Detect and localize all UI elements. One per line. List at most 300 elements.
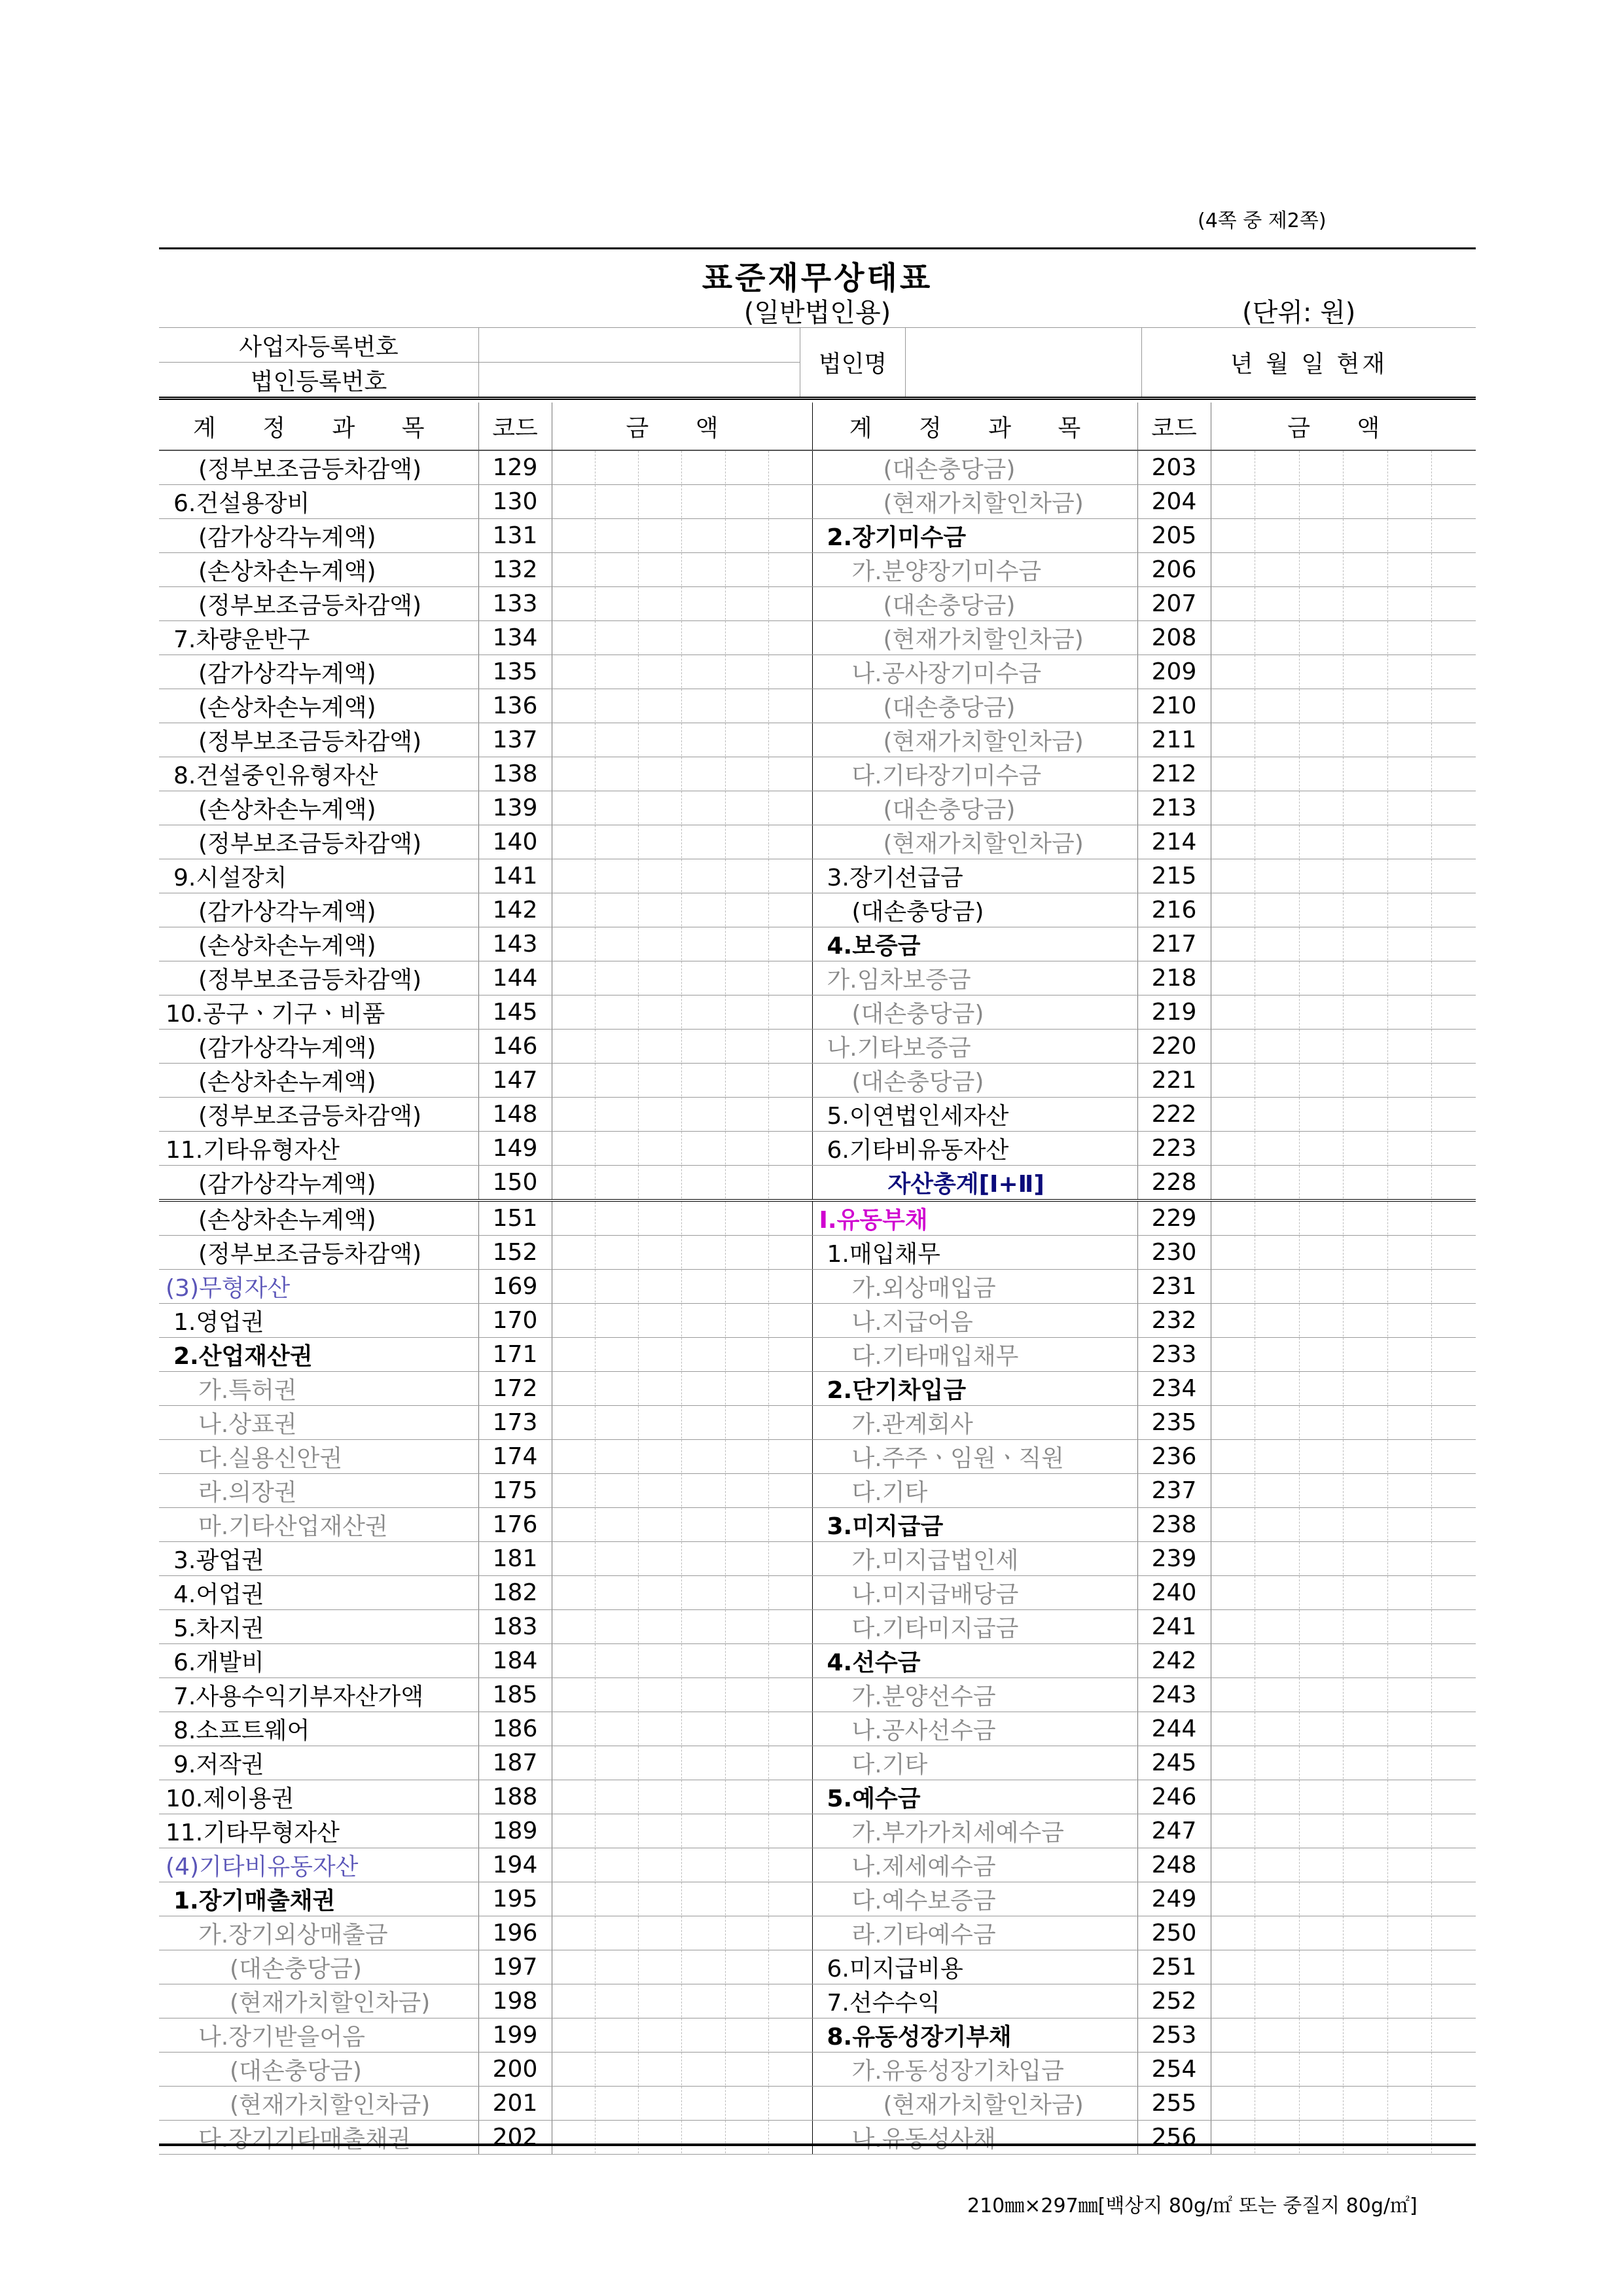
amount-field[interactable]: [552, 1746, 812, 1780]
top-rule: [159, 247, 1476, 249]
table-row: [159, 2121, 1476, 2155]
account-name: 1.장기매출채권: [159, 1882, 478, 1916]
account-code: 214: [1137, 825, 1211, 859]
amount-field[interactable]: [552, 1814, 812, 1848]
account-code: 142: [478, 893, 552, 927]
account-name: 나.공사선수금: [812, 1712, 1137, 1746]
amount-field[interactable]: [552, 2121, 812, 2155]
account-name: 라.기타예수금: [812, 1916, 1137, 1950]
account-name: 가.외상매입금: [812, 1270, 1137, 1304]
table-row: [159, 1610, 1476, 1644]
amount-field[interactable]: [1211, 893, 1476, 927]
amount-field[interactable]: [1211, 1270, 1476, 1304]
account-name: (대손충당금): [812, 689, 1137, 723]
table-row: [159, 1678, 1476, 1712]
account-code: 219: [1137, 996, 1211, 1030]
account-name: 4.선수금: [812, 1644, 1137, 1678]
amount-field[interactable]: [552, 485, 812, 519]
amount-field[interactable]: [552, 825, 812, 859]
amount-field[interactable]: [552, 723, 812, 757]
table-row: [159, 1474, 1476, 1508]
amount-field[interactable]: [1211, 1610, 1476, 1644]
account-name: 3.미지급금: [812, 1508, 1137, 1542]
amount-field[interactable]: [1211, 1372, 1476, 1406]
account-code: 208: [1137, 621, 1211, 655]
amount-field[interactable]: [1211, 825, 1476, 859]
account-name: (감가상각누계액): [159, 893, 478, 927]
amount-field[interactable]: [1211, 1576, 1476, 1610]
amount-field[interactable]: [552, 1338, 812, 1372]
table-row: [159, 1440, 1476, 1474]
account-name: 8.건설중인유형자산: [159, 757, 478, 791]
account-code: 251: [1137, 1950, 1211, 1984]
account-name: 라.의장권: [159, 1474, 478, 1508]
account-code: 176: [478, 1508, 552, 1542]
amount-field[interactable]: [552, 1678, 812, 1712]
account-code: 211: [1137, 723, 1211, 757]
account-code: 131: [478, 519, 552, 553]
unit-label: (단위: 원): [1242, 298, 1356, 328]
table-row: [159, 1916, 1476, 1950]
amount-field[interactable]: [1211, 1916, 1476, 1950]
account-name: (손상차손누계액): [159, 927, 478, 961]
amount-field[interactable]: [1211, 1848, 1476, 1882]
account-name: 5.이연법인세자산: [812, 1098, 1137, 1132]
amount-field[interactable]: [1211, 927, 1476, 961]
amount-field[interactable]: [552, 1610, 812, 1644]
table-row: [159, 1508, 1476, 1542]
table-row: [159, 1848, 1476, 1882]
account-name: 11.기타무형자산: [159, 1814, 478, 1848]
account-name: 다.실용신안권: [159, 1440, 478, 1474]
table-row: [159, 1098, 1476, 1132]
amount-field[interactable]: [1211, 1200, 1476, 1236]
account-name: 가.장기외상매출금: [159, 1916, 478, 1950]
account-code: 185: [478, 1678, 552, 1712]
amount-field[interactable]: [552, 1132, 812, 1166]
account-name: (대손충당금): [812, 450, 1137, 485]
form-subtitle: (일반법인용): [743, 298, 891, 328]
account-name: 가.미지급법인세: [812, 1542, 1137, 1576]
amount-field[interactable]: [1211, 689, 1476, 723]
account-code: 241: [1137, 1610, 1211, 1644]
account-name: (대손충당금): [812, 996, 1137, 1030]
amount-field[interactable]: [1211, 1882, 1476, 1916]
amount-field[interactable]: [552, 1984, 812, 2018]
account-code: 237: [1137, 1474, 1211, 1508]
account-name: (손상차손누계액): [159, 791, 478, 825]
table-row: [159, 757, 1476, 791]
account-code: 186: [478, 1712, 552, 1746]
amount-field[interactable]: [552, 1064, 812, 1098]
amount-header-right: 금 액: [1211, 403, 1476, 450]
account-code: 210: [1137, 689, 1211, 723]
table-row: [159, 1200, 1476, 1236]
account-code: 207: [1137, 587, 1211, 621]
account-name: 6.기타비유동자산: [812, 1132, 1137, 1166]
amount-field[interactable]: [552, 996, 812, 1030]
account-name: (손상차손누계액): [159, 553, 478, 587]
amount-field[interactable]: [552, 1200, 812, 1236]
table-row: [159, 859, 1476, 893]
account-code: 187: [478, 1746, 552, 1780]
account-code: 171: [478, 1338, 552, 1372]
amount-field[interactable]: [552, 757, 812, 791]
account-name: 가.유동성장기차입금: [812, 2053, 1137, 2087]
account-code: 240: [1137, 1576, 1211, 1610]
amount-field[interactable]: [1211, 1132, 1476, 1166]
table-row: [159, 1984, 1476, 2018]
page-indicator: (4쪽 중 제2쪽): [1198, 209, 1327, 232]
account-code: 169: [478, 1270, 552, 1304]
table-row: [159, 1950, 1476, 1984]
account-code: 205: [1137, 519, 1211, 553]
amount-field[interactable]: [552, 1916, 812, 1950]
table-row: [159, 723, 1476, 757]
amount-field[interactable]: [552, 859, 812, 893]
account-code: 196: [478, 1916, 552, 1950]
account-code: 183: [478, 1610, 552, 1644]
account-name: (정부보조금등차감액): [159, 825, 478, 859]
account-code: 195: [478, 1882, 552, 1916]
account-name: (손상차손누계액): [159, 1200, 478, 1236]
amount-field[interactable]: [1211, 553, 1476, 587]
table-row: [159, 2087, 1476, 2121]
account-code: 145: [478, 996, 552, 1030]
account-code: 255: [1137, 2087, 1211, 2121]
biz-reg-label: 사업자등록번호: [159, 328, 479, 363]
amount-field[interactable]: [552, 1304, 812, 1338]
amount-field[interactable]: [552, 961, 812, 996]
account-code: 170: [478, 1304, 552, 1338]
account-name: 마.기타산업재산권: [159, 1508, 478, 1542]
account-name: (손상차손누계액): [159, 1064, 478, 1098]
amount-field[interactable]: [1211, 1098, 1476, 1132]
table-row: [159, 1372, 1476, 1406]
amount-field[interactable]: [1211, 1440, 1476, 1474]
account-name: 8.유동성장기부채: [812, 2018, 1137, 2053]
amount-field[interactable]: [552, 1848, 812, 1882]
account-name: (감가상각누계액): [159, 655, 478, 689]
amount-field[interactable]: [1211, 1166, 1476, 1201]
account-code: 221: [1137, 1064, 1211, 1098]
table-row: [159, 553, 1476, 587]
table-row: [159, 1304, 1476, 1338]
account-name: 6.미지급비용: [812, 1950, 1137, 1984]
amount-field[interactable]: [1211, 2053, 1476, 2087]
amount-field[interactable]: [1211, 1712, 1476, 1746]
amount-field[interactable]: [552, 1780, 812, 1814]
account-name: 1.영업권: [159, 1304, 478, 1338]
account-code: 147: [478, 1064, 552, 1098]
amount-field[interactable]: [1211, 1304, 1476, 1338]
table-row: [159, 1746, 1476, 1780]
amount-field[interactable]: [552, 587, 812, 621]
account-name: 5.차지권: [159, 1610, 478, 1644]
account-code: 200: [478, 2053, 552, 2087]
amount-field[interactable]: [1211, 1542, 1476, 1576]
amount-field[interactable]: [1211, 1746, 1476, 1780]
account-name: 4.어업권: [159, 1576, 478, 1610]
table-row: [159, 893, 1476, 927]
account-name: 가.임차보증금: [812, 961, 1137, 996]
amount-field[interactable]: [552, 1236, 812, 1270]
amount-field[interactable]: [1211, 723, 1476, 757]
account-code: 213: [1137, 791, 1211, 825]
account-name: 7.차량운반구: [159, 621, 478, 655]
account-code: 129: [478, 450, 552, 485]
account-name: 5.예수금: [812, 1780, 1137, 1814]
amount-field[interactable]: [1211, 1064, 1476, 1098]
amount-field[interactable]: [552, 2087, 812, 2121]
amount-field[interactable]: [552, 519, 812, 553]
amount-field[interactable]: [1211, 1236, 1476, 1270]
account-name: 나.지급어음: [812, 1304, 1137, 1338]
account-code: 152: [478, 1236, 552, 1270]
amount-field[interactable]: [1211, 621, 1476, 655]
amount-field[interactable]: [552, 1644, 812, 1678]
table-row: [159, 1236, 1476, 1270]
amount-field[interactable]: [1211, 655, 1476, 689]
amount-field[interactable]: [552, 893, 812, 927]
account-name: (정부보조금등차감액): [159, 1098, 478, 1132]
account-code: 236: [1137, 1440, 1211, 1474]
account-code: 189: [478, 1814, 552, 1848]
account-name: 다.기타: [812, 1474, 1137, 1508]
account-code: 249: [1137, 1882, 1211, 1916]
amount-field[interactable]: [552, 2018, 812, 2053]
account-name: (정부보조금등차감액): [159, 961, 478, 996]
amount-field[interactable]: [1211, 2018, 1476, 2053]
table-row: [159, 1542, 1476, 1576]
table-row: [159, 485, 1476, 519]
account-name: 가.분양장기미수금: [812, 553, 1137, 587]
account-name: (현재가치할인차금): [812, 723, 1137, 757]
account-code: 136: [478, 689, 552, 723]
amount-field[interactable]: [1211, 1406, 1476, 1440]
account-code: 204: [1137, 485, 1211, 519]
account-name: 다.기타: [812, 1746, 1137, 1780]
amount-field[interactable]: [552, 621, 812, 655]
account-code: 146: [478, 1030, 552, 1064]
biz-reg-field[interactable]: [479, 328, 800, 363]
corp-name-field[interactable]: [906, 328, 1142, 399]
table-row: [159, 450, 1476, 485]
account-code: 234: [1137, 1372, 1211, 1406]
account-code: 206: [1137, 553, 1211, 587]
account-code: 246: [1137, 1780, 1211, 1814]
amount-field[interactable]: [1211, 2121, 1476, 2155]
table-row: [159, 1780, 1476, 1814]
amount-field[interactable]: [1211, 2087, 1476, 2121]
amount-field[interactable]: [1211, 859, 1476, 893]
account-name: (현재가치할인차금): [159, 1984, 478, 2018]
amount-field[interactable]: [552, 450, 812, 485]
amount-field[interactable]: [552, 1372, 812, 1406]
account-name: (대손충당금): [159, 1950, 478, 1984]
account-name: 나.상표권: [159, 1406, 478, 1440]
account-code: 222: [1137, 1098, 1211, 1132]
account-code: 231: [1137, 1270, 1211, 1304]
balance-sheet-table: [159, 403, 1476, 2155]
account-name: 8.소프트웨어: [159, 1712, 478, 1746]
amount-field[interactable]: [552, 2053, 812, 2087]
account-name: 10.공구ㆍ기구ㆍ비품: [159, 996, 478, 1030]
amount-field[interactable]: [1211, 1508, 1476, 1542]
amount-field[interactable]: [552, 689, 812, 723]
account-code: 203: [1137, 450, 1211, 485]
amount-field[interactable]: [552, 1882, 812, 1916]
account-name: 가.부가가치세예수금: [812, 1814, 1137, 1848]
amount-field[interactable]: [552, 1440, 812, 1474]
account-name: (4)기타비유동자산: [159, 1848, 478, 1882]
table-row: [159, 1166, 1476, 1201]
amount-field[interactable]: [552, 1508, 812, 1542]
account-code: 149: [478, 1132, 552, 1166]
account-code: 135: [478, 655, 552, 689]
account-code: 139: [478, 791, 552, 825]
table-row: [159, 1270, 1476, 1304]
account-name: 가.특허권: [159, 1372, 478, 1406]
account-code: 194: [478, 1848, 552, 1882]
account-name: Ⅰ.유동부채: [812, 1200, 1137, 1236]
account-name: 가.분양선수금: [812, 1678, 1137, 1712]
account-name: (현재가치할인차금): [159, 2087, 478, 2121]
amount-field[interactable]: [552, 1712, 812, 1746]
account-code: 253: [1137, 2018, 1211, 2053]
amount-field[interactable]: [552, 927, 812, 961]
account-code: 238: [1137, 1508, 1211, 1542]
table-row: [159, 927, 1476, 961]
corp-reg-field[interactable]: [479, 363, 800, 399]
account-name: 6.개발비: [159, 1644, 478, 1678]
table-row: [159, 1030, 1476, 1064]
account-code: 141: [478, 859, 552, 893]
table-row: [159, 1814, 1476, 1848]
account-code: 248: [1137, 1848, 1211, 1882]
account-name: (감가상각누계액): [159, 519, 478, 553]
account-name: (대손충당금): [812, 893, 1137, 927]
account-name: 10.제이용권: [159, 1780, 478, 1814]
table-row: [159, 655, 1476, 689]
corp-name-label: 법인명: [800, 328, 906, 399]
account-code: 233: [1137, 1338, 1211, 1372]
table-row: [159, 1576, 1476, 1610]
amount-field[interactable]: [1211, 1984, 1476, 2018]
amount-field[interactable]: [552, 655, 812, 689]
account-name: (대손충당금): [812, 1064, 1137, 1098]
amount-field[interactable]: [1211, 1030, 1476, 1064]
table-row: [159, 1882, 1476, 1916]
table-row: [159, 1064, 1476, 1098]
account-name: 나.공사장기미수금: [812, 655, 1137, 689]
account-code: 244: [1137, 1712, 1211, 1746]
account-code: 209: [1137, 655, 1211, 689]
amount-field[interactable]: [552, 1542, 812, 1576]
amount-field[interactable]: [1211, 1644, 1476, 1678]
account-code: 144: [478, 961, 552, 996]
account-code: 252: [1137, 1984, 1211, 2018]
account-name: 7.선수수익: [812, 1984, 1137, 2018]
account-code: 132: [478, 553, 552, 587]
account-code: 130: [478, 485, 552, 519]
account-code: 143: [478, 927, 552, 961]
account-name: (대손충당금): [159, 2053, 478, 2087]
account-name: 7.사용수익기부자산가액: [159, 1678, 478, 1712]
corp-reg-label: 법인등록번호: [159, 363, 479, 399]
table-row: [159, 1644, 1476, 1678]
account-code: 172: [478, 1372, 552, 1406]
account-header-left: 계 정 과 목: [159, 403, 478, 450]
amount-field[interactable]: [1211, 1780, 1476, 1814]
account-name: 2.산업재산권: [159, 1338, 478, 1372]
amount-field[interactable]: [552, 1098, 812, 1132]
account-code: 201: [478, 2087, 552, 2121]
amount-field[interactable]: [552, 1166, 812, 1201]
account-code: 150: [478, 1166, 552, 1201]
amount-field[interactable]: [1211, 757, 1476, 791]
account-code: 181: [478, 1542, 552, 1576]
amount-field[interactable]: [1211, 1338, 1476, 1372]
account-name: (손상차손누계액): [159, 689, 478, 723]
amount-field[interactable]: [552, 1950, 812, 1984]
account-name: (현재가치할인차금): [812, 825, 1137, 859]
account-code: 220: [1137, 1030, 1211, 1064]
amount-field[interactable]: [1211, 450, 1476, 485]
amount-field[interactable]: [1211, 791, 1476, 825]
amount-field[interactable]: [552, 1030, 812, 1064]
company-info-table: [159, 327, 1476, 400]
amount-field[interactable]: [552, 1270, 812, 1304]
account-code: 197: [478, 1950, 552, 1984]
amount-field[interactable]: [552, 1406, 812, 1440]
account-code: 254: [1137, 2053, 1211, 2087]
table-row: [159, 1712, 1476, 1746]
account-code: 137: [478, 723, 552, 757]
account-name: 11.기타유형자산: [159, 1132, 478, 1166]
account-name: 9.시설장치: [159, 859, 478, 893]
amount-field[interactable]: [1211, 1950, 1476, 1984]
account-code: 223: [1137, 1132, 1211, 1166]
account-name: 가.관계회사: [812, 1406, 1137, 1440]
account-code: 232: [1137, 1304, 1211, 1338]
amount-field[interactable]: [1211, 485, 1476, 519]
amount-field[interactable]: [552, 1576, 812, 1610]
amount-field[interactable]: [1211, 1474, 1476, 1508]
account-code: 242: [1137, 1644, 1211, 1678]
amount-field[interactable]: [552, 1474, 812, 1508]
amount-field[interactable]: [1211, 961, 1476, 996]
account-code: 228: [1137, 1166, 1211, 1201]
amount-header-left: 금 액: [552, 403, 812, 450]
account-code: 215: [1137, 859, 1211, 893]
account-name: 다.기타매입채무: [812, 1338, 1137, 1372]
account-code: 199: [478, 2018, 552, 2053]
amount-field[interactable]: [1211, 996, 1476, 1030]
account-code: 256: [1137, 2121, 1211, 2155]
account-code: 151: [478, 1200, 552, 1236]
account-name: 6.건설용장비: [159, 485, 478, 519]
amount-field[interactable]: [552, 791, 812, 825]
amount-field[interactable]: [1211, 1678, 1476, 1712]
amount-field[interactable]: [1211, 587, 1476, 621]
amount-field[interactable]: [1211, 1814, 1476, 1848]
amount-field[interactable]: [1211, 519, 1476, 553]
account-code: 218: [1137, 961, 1211, 996]
account-code: 239: [1137, 1542, 1211, 1576]
account-header-right: 계 정 과 목: [812, 403, 1137, 450]
amount-field[interactable]: [552, 553, 812, 587]
